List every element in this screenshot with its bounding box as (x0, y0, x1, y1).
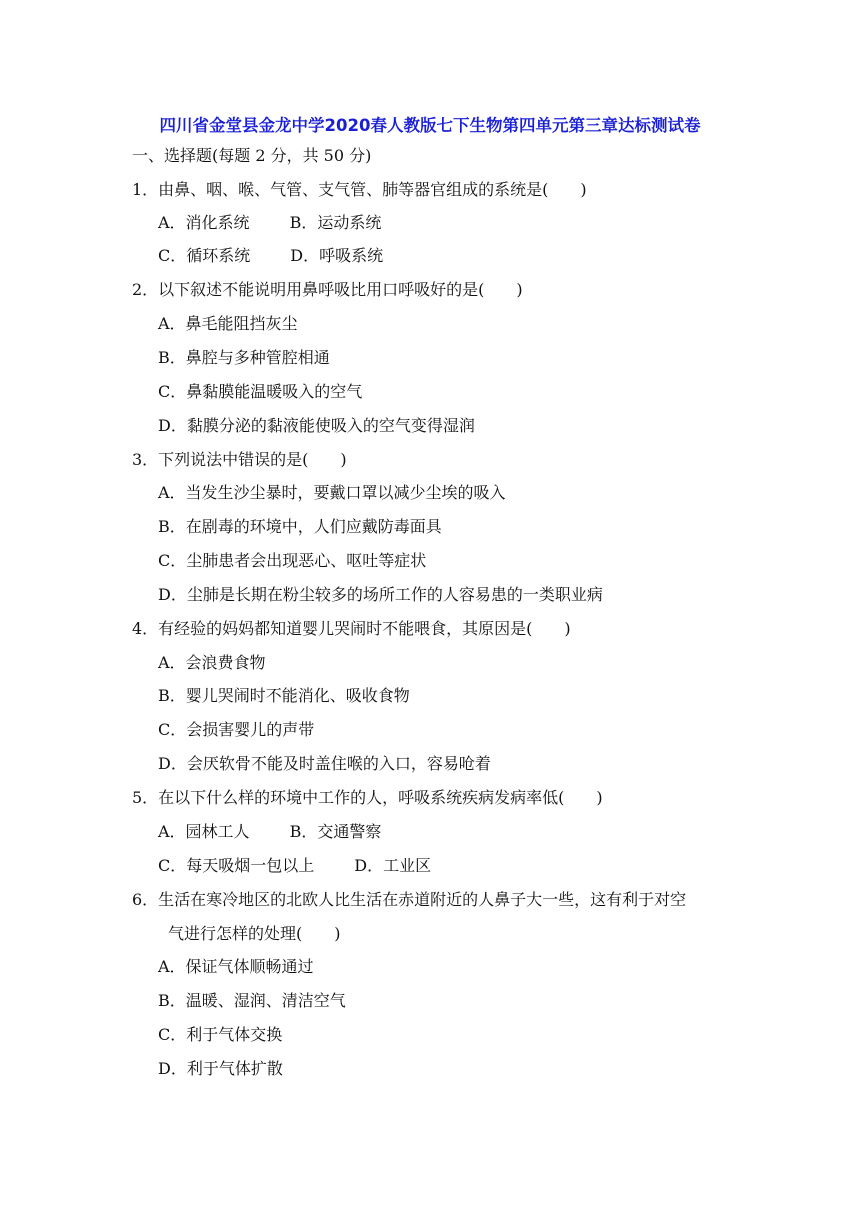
question-4-option-b: B．婴儿哭闹时不能消化、吸收食物 (158, 686, 410, 705)
question-5-option-b: B．交通警察 (289, 822, 382, 841)
question-4-option-d: D．会厌软骨不能及时盖住喉的入口，容易呛着 (158, 754, 491, 773)
question-6-option-a: A．保证气体顺畅通过 (158, 957, 314, 976)
question-3-stem: 3．下列说法中错误的是( ) (132, 450, 347, 469)
question-6-stem: 6．生活在寒冷地区的北欧人比生活在赤道附近的人鼻子大一些，这有利于对空 (132, 890, 687, 909)
question-4-option-c: C．会损害婴儿的声带 (158, 720, 315, 739)
question-2-option-d: D．黏膜分泌的黏液能使吸入的空气变得湿润 (158, 416, 475, 435)
question-3-option-d: D．尘肺是长期在粉尘较多的场所工作的人容易患的一类职业病 (158, 585, 603, 604)
question-2-option-a: A．鼻毛能阻挡灰尘 (158, 314, 298, 333)
question-1-option-d: D．呼吸系统 (290, 246, 384, 265)
question-1-options-row-1 (158, 213, 381, 233)
question-3-option-b: B．在剧毒的环境中，人们应戴防毒面具 (158, 517, 442, 536)
question-1-options-row-2 (158, 246, 383, 266)
question-5-option-a: A．园林工人 (158, 822, 250, 841)
question-5-option-d: D．工业区 (354, 856, 432, 875)
section-heading: 一、选择题(每题 2 分，共 50 分) (132, 146, 372, 165)
question-3-option-c: C．尘肺患者会出现恶心、呕吐等症状 (158, 551, 427, 570)
page-title: 四川省金堂县金龙中学2020春人教版七下生物第四单元第三章达标测试卷 (159, 116, 701, 135)
question-2-option-b: B．鼻腔与多种管腔相通 (158, 348, 330, 367)
question-4-option-a: A．会浪费食物 (158, 653, 266, 672)
question-1-stem: 1．由鼻、咽、喉、气管、支气管、肺等器官组成的系统是( ) (132, 180, 587, 199)
question-1-option-a: A．消化系统 (158, 213, 250, 232)
question-6-option-c: C．利于气体交换 (158, 1025, 283, 1044)
question-2-option-c: C．鼻黏膜能温暖吸入的空气 (158, 382, 363, 401)
question-1-option-b: B．运动系统 (289, 213, 382, 232)
question-1-option-c: C．循环系统 (158, 246, 251, 265)
question-5-option-c: C．每天吸烟一包以上 (158, 856, 315, 875)
question-6-option-d: D．利于气体扩散 (158, 1059, 283, 1078)
question-6-stem-continued: 气进行怎样的处理( ) (168, 924, 341, 943)
question-2-stem: 2．以下叙述不能说明用鼻呼吸比用口呼吸好的是( ) (132, 280, 523, 299)
question-4-stem: 4．有经验的妈妈都知道婴儿哭闹时不能喂食，其原因是( ) (132, 619, 571, 638)
question-5-options-row-2 (158, 856, 431, 876)
question-5-stem: 5．在以下什么样的环境中工作的人，呼吸系统疾病发病率低( ) (132, 788, 603, 807)
question-6-option-b: B．温暖、湿润、清洁空气 (158, 991, 346, 1010)
question-3-option-a: A．当发生沙尘暴时，要戴口罩以减少尘埃的吸入 (158, 483, 506, 502)
question-5-options-row-1 (158, 822, 381, 842)
